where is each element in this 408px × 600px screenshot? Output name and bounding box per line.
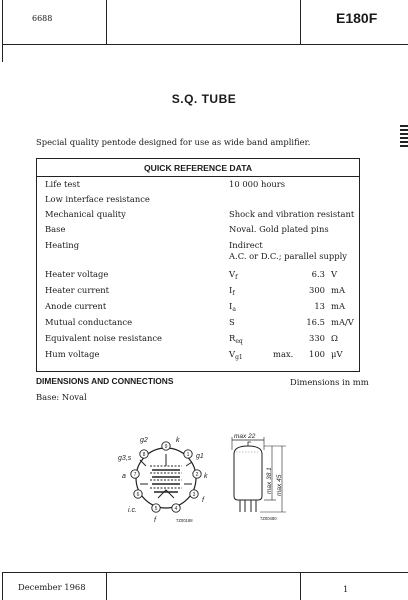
footer-page: 1 — [343, 584, 349, 594]
edge-mark — [400, 145, 408, 147]
page-title: S.Q. TUBE — [171, 92, 237, 106]
row-noise-resistance: Equivalent noise resistance $R_{eq}$ 330 Ω — [45, 333, 338, 345]
pin-number-7: 7 — [133, 472, 137, 478]
edge-mark — [400, 129, 408, 131]
pin-label-g1: g1 — [196, 453, 204, 460]
footer-divider-2 — [300, 572, 301, 600]
footer-top-rule — [2, 572, 408, 573]
quick-reference-box — [36, 158, 360, 372]
dim-max-22: max 22 — [234, 433, 256, 440]
row-heating: Heating Indirect A.C. or D.C.; parallel supply — [45, 240, 348, 261]
row-anode-current: Anode current $I_a$ 13 mA — [45, 301, 345, 313]
intro-text: Special quality pentode designed for use as wide band amplifier. — [36, 137, 311, 147]
row-base: Base Noval. Gold plated pins — [45, 224, 329, 234]
row-mutual-conductance: Mutual conductance S 16.5 mA/V — [45, 317, 354, 327]
diagram-code-left: 7Z00188 — [176, 518, 193, 523]
pin-label-f2: f — [202, 497, 204, 504]
header-divider-1 — [106, 0, 107, 44]
pin-number-2: 2 — [195, 472, 199, 478]
pin-label-g2: g2 — [140, 437, 148, 444]
quick-reference-rule — [37, 176, 359, 177]
pin-number-5: 5 — [154, 506, 158, 512]
edge-mark — [400, 125, 408, 127]
row-mechanical-quality: Mechanical quality Shock and vibration resistant — [45, 209, 355, 219]
row-life-test: Life test 10 000 hours — [45, 179, 286, 189]
pin-label-g3s: g3,s — [118, 455, 132, 462]
dim-max-45: max 45 — [276, 474, 283, 496]
row-heater-voltage: Heater voltage $V_f$ 6.3 V — [45, 269, 338, 281]
pin-number-6: 6 — [136, 492, 140, 498]
pin-number-4: 4 — [174, 506, 178, 512]
row-interface-resistance: Low interface resistance — [45, 194, 150, 204]
pin-number-9: 9 — [164, 444, 168, 450]
footer-date: December 1968 — [18, 582, 86, 592]
pin-label-k: k — [176, 437, 180, 444]
dim-max-38: max 38.1 — [266, 467, 273, 494]
pin-number-1: 1 — [186, 452, 190, 458]
row-heater-current: Heater current $I_f$ 300 mA — [45, 285, 345, 297]
header-tube-code: E180F — [336, 10, 378, 26]
header-bottom-rule — [2, 44, 408, 45]
pin-label-f1: f — [154, 517, 156, 524]
header-divider-2 — [300, 0, 301, 44]
row-hum-voltage: Hum voltage $V_{g1}$ max. 100 μV — [45, 349, 343, 361]
footer-divider-1 — [106, 572, 107, 600]
header-left-border — [2, 0, 3, 62]
footer-left-border — [2, 572, 3, 600]
diagram-code-right: 7Z00480 — [260, 516, 277, 521]
pin-connection-diagram — [118, 432, 218, 524]
pin-label-k2: k — [204, 473, 208, 480]
outline-drawing — [226, 432, 300, 524]
edge-mark — [400, 133, 408, 135]
dimensions-base: Base: Noval — [36, 392, 87, 402]
pin-label-a: a — [122, 473, 126, 480]
edge-mark — [400, 137, 408, 139]
quick-reference-heading: QUICK REFERENCE DATA — [143, 163, 253, 173]
pin-number-3: 3 — [192, 492, 196, 498]
edge-mark — [400, 141, 408, 143]
dimensions-units-note: Dimensions in mm — [290, 377, 369, 387]
dimensions-heading: DIMENSIONS AND CONNECTIONS — [36, 376, 174, 386]
pin-number-8: 8 — [142, 452, 146, 458]
header-page-number: 6688 — [32, 14, 53, 23]
pin-label-ic: i.c. — [128, 507, 137, 514]
